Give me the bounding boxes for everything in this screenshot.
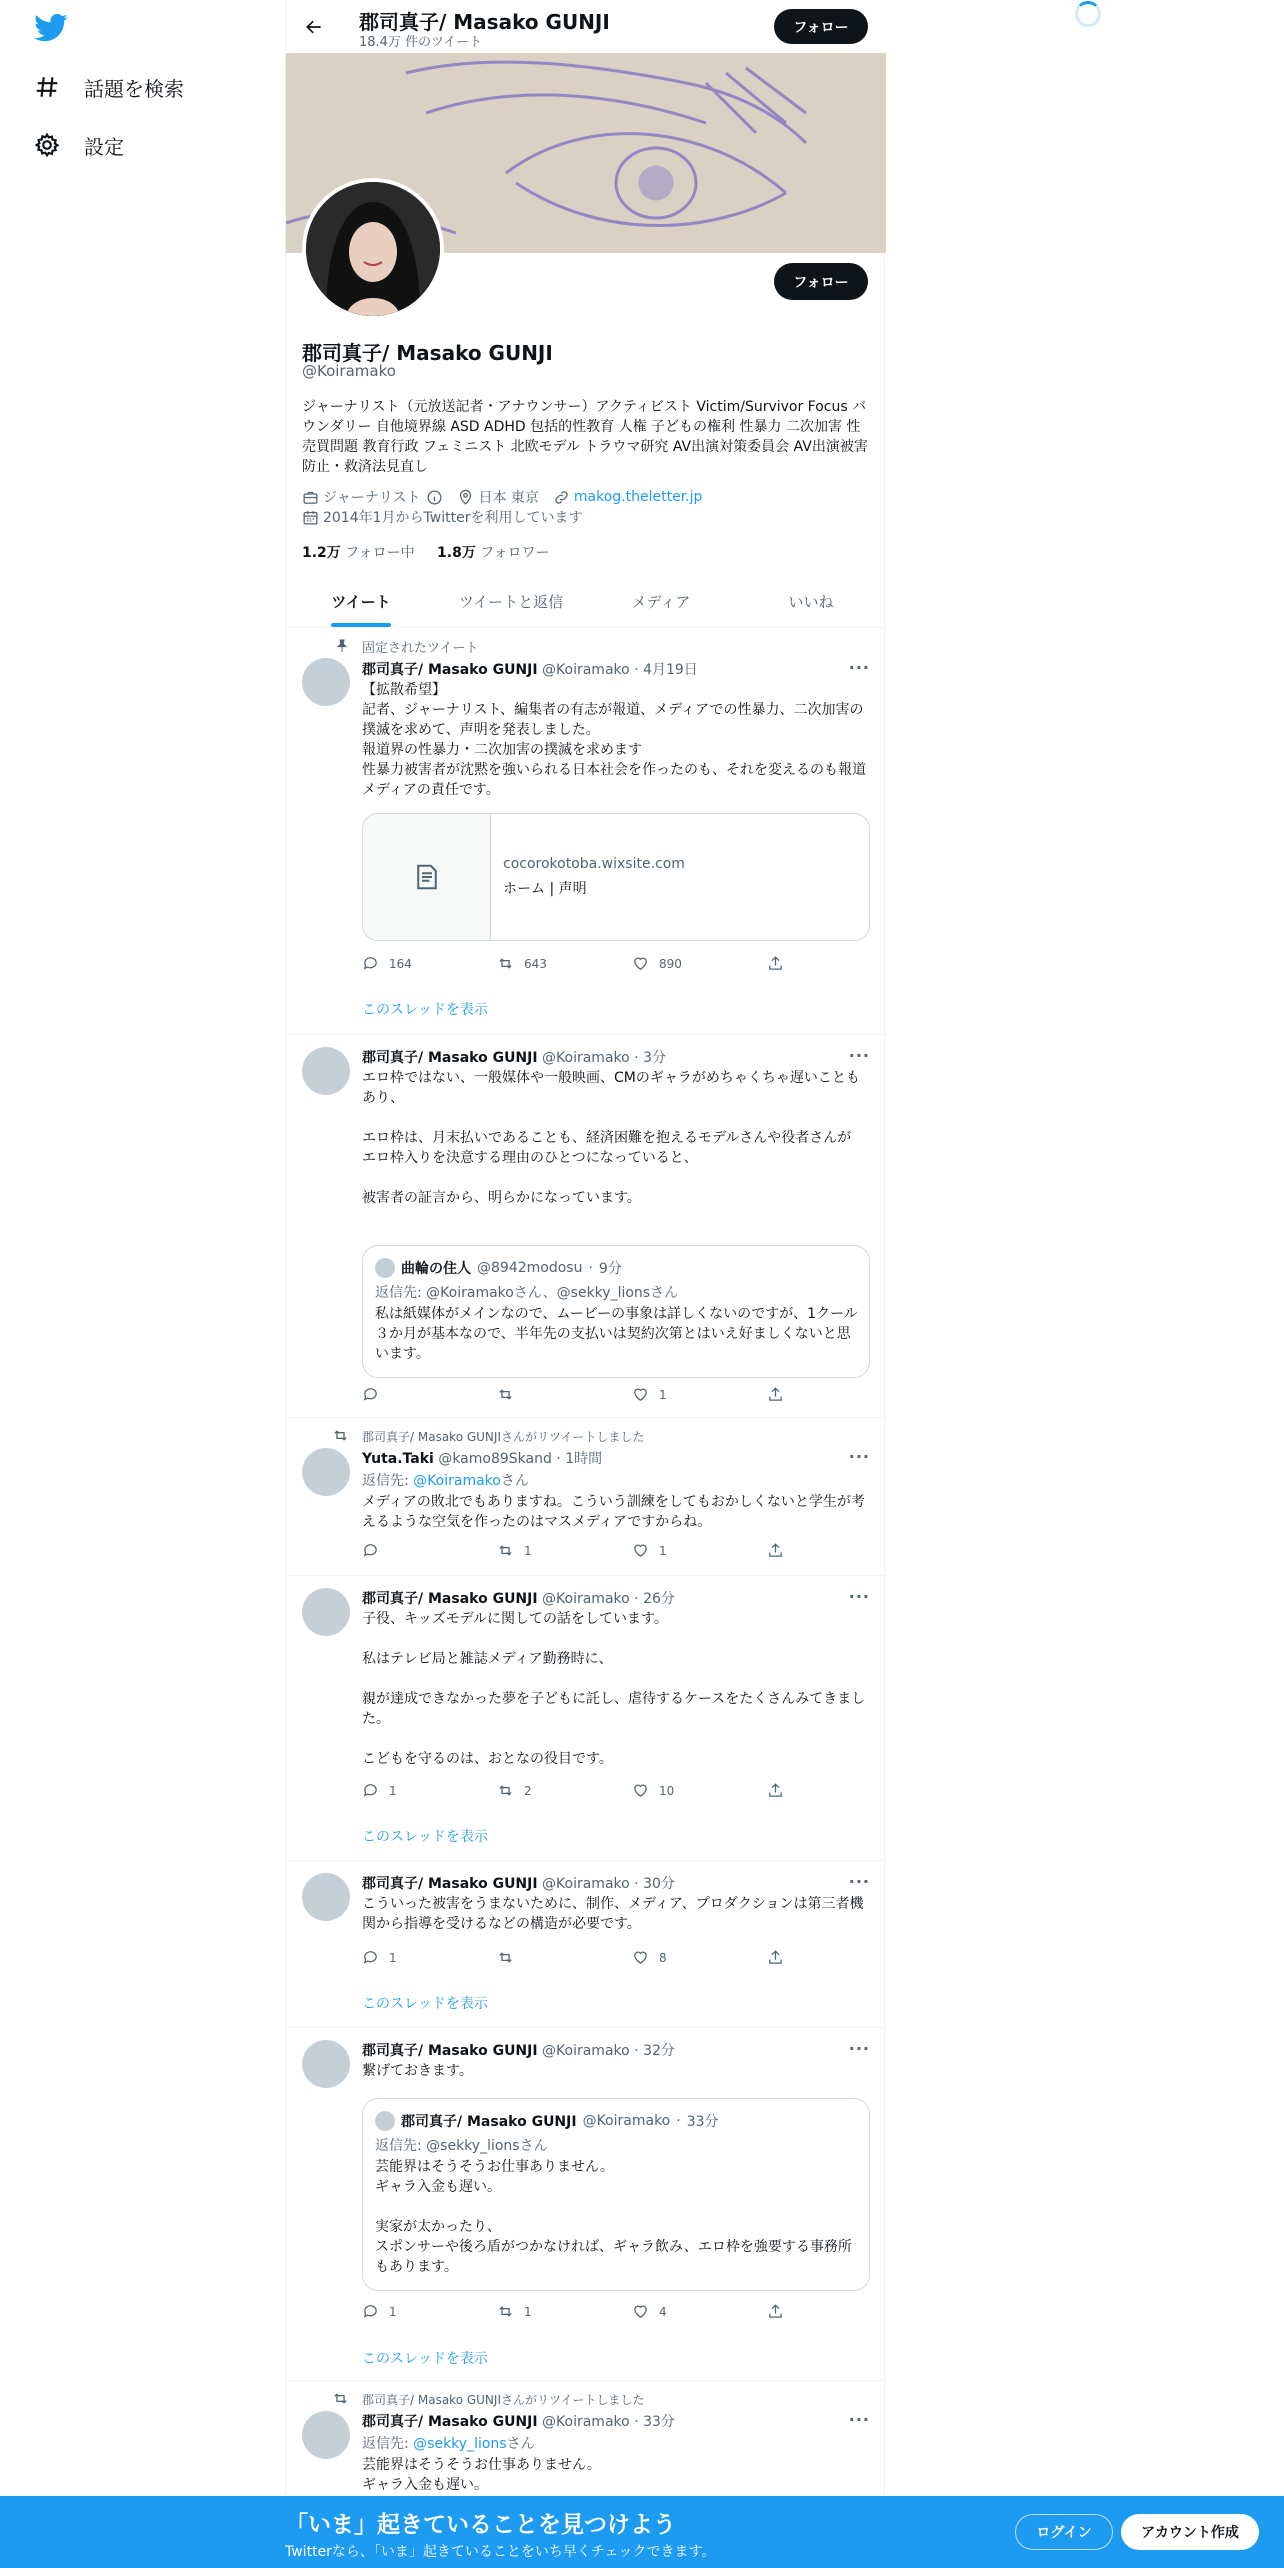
quote-author-handle: @Koiramako: [582, 2113, 671, 2129]
tweet-avatar[interactable]: [302, 658, 350, 706]
reply-icon: [362, 2303, 379, 2320]
calendar-icon: [302, 509, 319, 526]
card-domain: cocorokoto​ba.wixsite.com: [503, 856, 685, 872]
login-button[interactable]: ログイン: [1015, 2514, 1113, 2550]
share-button[interactable]: [767, 955, 784, 972]
following-label: フォロー中: [345, 545, 415, 561]
tweet-author-handle[interactable]: @Koiramako: [542, 1591, 630, 1607]
tweet-actions: [362, 955, 792, 975]
profile-counts: [302, 542, 550, 562]
tweet-author-handle[interactable]: @Koiramako: [542, 1050, 630, 1066]
tweet-text: 芸能界はそうそうお仕事ありません。 ギャラ入金も遅い。: [362, 2457, 601, 2493]
share-button[interactable]: [767, 1782, 784, 1799]
quote-author-handle: @8942modosu: [477, 1260, 583, 1276]
profile-joined-row: [302, 507, 582, 527]
retweet-button[interactable]: [497, 2303, 532, 2320]
retweet-icon: [497, 2303, 514, 2320]
pin-icon: [334, 638, 350, 654]
show-thread-link[interactable]: このスレッドを表示: [362, 1002, 488, 1018]
nav-explore[interactable]: [34, 62, 184, 112]
tweet-author-name[interactable]: 郡司真子/ Masako GUNJI: [362, 1591, 538, 1607]
tweet-pinned[interactable]: [286, 628, 886, 1035]
following-link[interactable]: [302, 545, 415, 561]
reply-icon: [362, 1782, 379, 1799]
tab-tweets-and-replies[interactable]: ツイートと返信: [458, 592, 564, 611]
reply-button[interactable]: [362, 955, 412, 972]
gear-icon: [34, 132, 60, 158]
tweet-actions: [362, 2303, 792, 2323]
quote-author-name: 郡司真子/ Masako GUNJI: [401, 2114, 577, 2130]
avatar-image: [306, 182, 440, 316]
briefcase-icon: [302, 489, 319, 506]
tab-media[interactable]: メディア: [631, 592, 691, 611]
quote-text: 私は紙媒体がメインなので、ムービーの事象は詳しくないのですが、1クール３か月が基本なので、半年先の支払いは契約次第とはいえ好ましくないと思います。: [375, 1306, 858, 1362]
profile-avatar[interactable]: [302, 178, 444, 320]
tweet-author-handle[interactable]: @Koiramako: [542, 662, 630, 678]
heart-icon: [632, 1386, 649, 1403]
retweet-button[interactable]: [497, 955, 547, 972]
reply-suffix: さん: [506, 2436, 535, 2452]
quote-text: 芸能界はそうそうお仕事ありません。 ギャラ入金も遅い。 実家が太かったり、 スポンサーや後ろ盾がつかなければ、ギャラ飲み、エロ枠を強要する事務所もあります。: [375, 2159, 852, 2275]
reply-count: 1: [389, 1950, 397, 1965]
more-options-icon[interactable]: ···: [848, 2410, 870, 2429]
reply-button[interactable]: [362, 1782, 397, 1799]
share-button[interactable]: [767, 1949, 784, 1966]
tweet[interactable]: [286, 1576, 886, 1861]
header-follow-button[interactable]: フォロー: [774, 9, 868, 44]
share-icon: [767, 1949, 784, 1966]
tweet-avatar[interactable]: [302, 1873, 350, 1921]
tweet-header: 郡司真子/ Masako GUNJI @Koiramako · 26分: [362, 1591, 675, 1607]
tweet-text: メディアの敗北でもありますね。こういう訓練をしてもおかしくないと学生が考えるような空気を作ったのはマスメディアですからね。: [362, 1494, 865, 1530]
tab-likes[interactable]: いいね: [788, 592, 834, 611]
tweet-author-name[interactable]: 郡司真子/ Masako GUNJI: [362, 1876, 538, 1892]
retweet-icon: [497, 1782, 514, 1799]
quote-avatar: [375, 2111, 395, 2131]
quoted-tweet[interactable]: [362, 1245, 870, 1378]
share-icon: [767, 1386, 784, 1403]
tweet-actions: [362, 1949, 792, 1969]
heart-icon: [632, 955, 649, 972]
retweet-button[interactable]: [497, 1542, 532, 1559]
profile-tabs: [286, 575, 886, 628]
retweet-count: 2: [524, 1783, 532, 1798]
more-options-icon[interactable]: ···: [848, 2039, 870, 2058]
profile-location: 日本 東京: [478, 490, 539, 506]
tweet-retweeted[interactable]: [286, 1418, 886, 1576]
tweet-text: 繋げておきます。: [362, 2063, 473, 2079]
heart-icon: [632, 1949, 649, 1966]
following-count: 1.2万: [302, 545, 341, 561]
tweet-author-handle[interactable]: @kamo89Skand: [438, 1451, 552, 1467]
tweet-time[interactable]: 30分: [643, 1876, 675, 1892]
reply-to-handle[interactable]: @sekky_lions: [413, 2436, 507, 2452]
tweet-time[interactable]: 32分: [643, 2043, 675, 2059]
tweet-author-handle[interactable]: @Koiramako: [542, 1876, 630, 1892]
like-button[interactable]: [632, 1782, 674, 1799]
reply-count: 1: [389, 1783, 397, 1798]
share-button[interactable]: [767, 1542, 784, 1559]
reply-button[interactable]: [362, 1542, 389, 1559]
more-options-icon[interactable]: ···: [848, 658, 870, 677]
tweet-header: Yuta.Taki @kamo89Skand · 1時間: [362, 1451, 603, 1467]
tweet-time[interactable]: 33分: [643, 2414, 675, 2430]
signup-banner: [0, 2496, 1284, 2568]
heart-icon: [632, 1782, 649, 1799]
info-icon[interactable]: [426, 489, 443, 506]
tweet[interactable]: [286, 2028, 886, 2381]
signup-headline: 「いま」起きていることを見つけよう: [285, 2512, 676, 2538]
reply-icon: [362, 1949, 379, 1966]
like-count: 10: [659, 1783, 675, 1798]
heart-icon: [632, 1542, 649, 1559]
reply-to-line: [362, 2433, 535, 2453]
nav-settings-label: 設定: [84, 134, 124, 159]
card-thumbnail: [363, 814, 491, 940]
profile-bio: ジャーナリスト（元放送記者・アナウンサー）アクティビスト Victim/Survivor Focus バウンダリー 自他境界線 ASD ADHD 包括的性教育 人権 子どもの権利 性暴力 二次加害 性売買問題 教育行政 フェミニスト 北欧モデル トラウマ研究 AV出演対策委員会 AV出演被害防止・救済法見直し: [302, 399, 868, 475]
heart-icon: [632, 2303, 649, 2320]
signup-button[interactable]: アカウント作成: [1121, 2514, 1259, 2550]
tweet-text: エロ枠ではない、一般媒体や一般映画、CMのギャラがめちゃくちゃ遅いこともあり、 エロ枠は、月末払いであることも、経済困難を抱えるモデルさんや役者さんが エロ枠入りを決意する理由のひとつになっていると、 被害者の証言から、明らかになっています。: [362, 1070, 860, 1206]
retweet-indicator-icon: [332, 1427, 349, 1444]
profile-joined: 2014年1月からTwitterを利用しています: [323, 510, 583, 526]
like-count: 1: [659, 1543, 667, 1558]
retweet-icon: [497, 1386, 514, 1403]
twitter-logo-icon[interactable]: [34, 10, 68, 44]
like-count: 8: [659, 1950, 667, 1965]
retweet-button[interactable]: [497, 1782, 532, 1799]
reply-icon: [362, 1542, 379, 1559]
retweet-button[interactable]: [497, 1386, 524, 1403]
document-icon: [412, 862, 442, 892]
tweet-text: こういった被害をうまないために、制作、メディア、プロダクションは第三者機関から指導を受けるなどの構造が必要です。: [362, 1896, 864, 1932]
card-title: ホーム | 声明: [503, 881, 587, 897]
followers-count: 1.8万: [437, 545, 476, 561]
more-options-icon[interactable]: ···: [848, 1587, 870, 1606]
tweet-actions: [362, 1782, 792, 1802]
header-name: 郡司真子/ Masako GUNJI: [359, 10, 610, 34]
like-button[interactable]: [632, 1542, 667, 1559]
tweet-avatar[interactable]: [302, 1047, 350, 1095]
pinned-label: 固定されたツイート: [362, 641, 479, 656]
profile-meta-row: [302, 487, 702, 507]
retweet-icon: [497, 955, 514, 972]
tweet-header: 郡司真子/ Masako GUNJI @Koiramako · 33分: [362, 2414, 675, 2430]
quote-reply-to: 返信先: @sekky_lionsさん: [375, 2138, 548, 2154]
header-tweet-count: 18.4万 件のツイート: [359, 35, 483, 50]
quote-time: 33分: [686, 2114, 719, 2130]
tweet-avatar[interactable]: [302, 2411, 350, 2459]
location-pin-icon: [457, 489, 474, 506]
more-options-icon[interactable]: ···: [848, 1447, 870, 1466]
profile-header-bar: [286, 0, 886, 53]
hashtag-icon: [34, 74, 60, 100]
tweet-time[interactable]: 3分: [643, 1050, 666, 1066]
tweet-header: 郡司真子/ Masako GUNJI @Koiramako · 4月19日: [362, 662, 698, 678]
signup-subtext: Twitterなら、「いま」起きていることをいち早くチェックできます。: [285, 2544, 716, 2560]
like-button[interactable]: [632, 955, 682, 972]
reply-to-handle[interactable]: @Koiramako: [413, 1473, 501, 1489]
profile-url-link[interactable]: makog.theletter.jp: [573, 489, 703, 505]
reply-count: 1: [389, 2304, 397, 2319]
nav-settings[interactable]: [34, 120, 124, 170]
link-icon: [553, 489, 570, 506]
followers-label: フォロワー: [480, 545, 550, 561]
retweet-count: 1: [524, 1543, 532, 1558]
share-icon: [767, 1782, 784, 1799]
quote-header: 曲輪の住人 @8942modosu · 9分: [375, 1258, 622, 1278]
like-button[interactable]: [632, 1949, 667, 1966]
reply-button[interactable]: [362, 2303, 397, 2320]
retweet-button[interactable]: [497, 1949, 524, 1966]
tweet-actions: [362, 1542, 792, 1562]
reply-to-line: [362, 1470, 529, 1490]
retweet-count: 1: [524, 2304, 532, 2319]
link-card[interactable]: [362, 813, 870, 941]
tweet-author-handle[interactable]: @Koiramako: [542, 2043, 630, 2059]
show-thread-link[interactable]: このスレッドを表示: [362, 1829, 488, 1845]
quote-reply-to: 返信先: @Koiramakoさん、@sekky_lionsさん: [375, 1285, 679, 1301]
tweet-time[interactable]: 4月19日: [643, 662, 698, 678]
profile-follow-button[interactable]: フォロー: [774, 263, 868, 300]
tweet-avatar[interactable]: [302, 2040, 350, 2088]
quote-time: 9分: [598, 1261, 622, 1277]
reply-icon: [362, 1386, 379, 1403]
more-options-icon[interactable]: ···: [848, 1872, 870, 1891]
retweet-icon: [497, 1949, 514, 1966]
arrow-left-icon: [304, 17, 324, 37]
share-icon: [767, 955, 784, 972]
show-thread-link[interactable]: このスレッドを表示: [362, 2351, 488, 2367]
tweet-author-name[interactable]: 郡司真子/ Masako GUNJI: [362, 1050, 538, 1066]
more-options-icon[interactable]: ···: [848, 1046, 870, 1065]
tweet-header: 郡司真子/ Masako GUNJI @Koiramako · 32分: [362, 2043, 675, 2059]
tweet-time[interactable]: 1時間: [565, 1451, 603, 1467]
retweet-icon: [497, 1542, 514, 1559]
retweet-label[interactable]: 郡司真子/ Masako GUNJIさんがリツイートしました: [362, 1430, 645, 1444]
retweet-indicator-icon: [332, 2390, 349, 2407]
tweet-author-name[interactable]: Yuta.Taki: [362, 1451, 434, 1467]
profile-name: 郡司真子/ Masako GUNJI: [302, 341, 553, 365]
tweet-header: 郡司真子/ Masako GUNJI @Koiramako · 3分: [362, 1050, 666, 1066]
tweet[interactable]: [286, 1861, 886, 2028]
tweet-author-name[interactable]: 郡司真子/ Masako GUNJI: [362, 2043, 538, 2059]
profile-handle: @Koiramako: [302, 362, 396, 380]
tweet-avatar[interactable]: [302, 1448, 350, 1496]
tweet-author-name[interactable]: 郡司真子/ Masako GUNJI: [362, 2414, 538, 2430]
tweet-header: 郡司真子/ Masako GUNJI @Koiramako · 30分: [362, 1876, 675, 1892]
tab-tweets[interactable]: ツイート: [286, 575, 436, 627]
nav-explore-label: 話題を検索: [84, 76, 184, 101]
share-icon: [767, 1542, 784, 1559]
main-column: [285, 0, 885, 2568]
quoted-tweet[interactable]: [362, 2098, 870, 2291]
quote-header: 郡司真子/ Masako GUNJI @Koiramako · 33分: [375, 2111, 719, 2131]
share-icon: [767, 2303, 784, 2320]
tweet-actions: [362, 1386, 792, 1406]
tweet-time[interactable]: 26分: [643, 1591, 675, 1607]
like-button[interactable]: [632, 1386, 667, 1403]
like-button[interactable]: [632, 2303, 667, 2320]
share-button[interactable]: [767, 2303, 784, 2320]
followers-link[interactable]: [437, 545, 550, 561]
tweet-author-handle[interactable]: @Koiramako: [542, 2414, 630, 2430]
tweet[interactable]: [286, 1035, 886, 1418]
show-thread-link[interactable]: このスレッドを表示: [362, 1996, 488, 2012]
like-count: 890: [659, 956, 682, 971]
profile-category: ジャーナリスト: [323, 490, 421, 506]
tweet-text: 【拡散希望】 記者、ジャーナリスト、編集者の有志が報道、メディアでの性暴力、二次加害の撲滅を求めて、声明を発表しました。 報道界の性暴力・二次加害の撲滅を求めます 性暴力被害者が沈黙を強いられる日本社会を作ったのも、それを変えるのも報道メディアの責任です。: [362, 682, 866, 798]
reply-icon: [362, 955, 379, 972]
reply-suffix: さん: [500, 1473, 529, 1489]
like-count: 4: [659, 2304, 667, 2319]
reply-count: 164: [389, 956, 412, 971]
tweet-avatar[interactable]: [302, 1588, 350, 1636]
quote-author-name: 曲輪の住人: [401, 1261, 471, 1277]
like-count: 1: [659, 1387, 667, 1402]
share-button[interactable]: [767, 1386, 784, 1403]
reply-button[interactable]: [362, 1386, 389, 1403]
retweet-label[interactable]: 郡司真子/ Masako GUNJIさんがリツイートしました: [362, 2393, 645, 2407]
retweet-count: 643: [524, 956, 547, 971]
reply-button[interactable]: [362, 1949, 397, 1966]
back-button[interactable]: [298, 11, 330, 43]
tweet-retweeted[interactable]: [286, 2381, 886, 2496]
quote-avatar: [375, 1258, 395, 1278]
tweet-text: 子役、キッズモデルに関しての話をしています。 私はテレビ局と雑誌メディア勤務時に、 親が達成できなかった夢を子どもに託し、虐待するケースをたくさんみてきました。 こどもを守るのは、おとなの役目です。: [362, 1611, 866, 1767]
reply-prefix: 返信先:: [362, 1473, 414, 1489]
loading-spinner: [1075, 1, 1101, 27]
tweet-author-name[interactable]: 郡司真子/ Masako GUNJI: [362, 662, 538, 678]
reply-prefix: 返信先:: [362, 2436, 414, 2452]
